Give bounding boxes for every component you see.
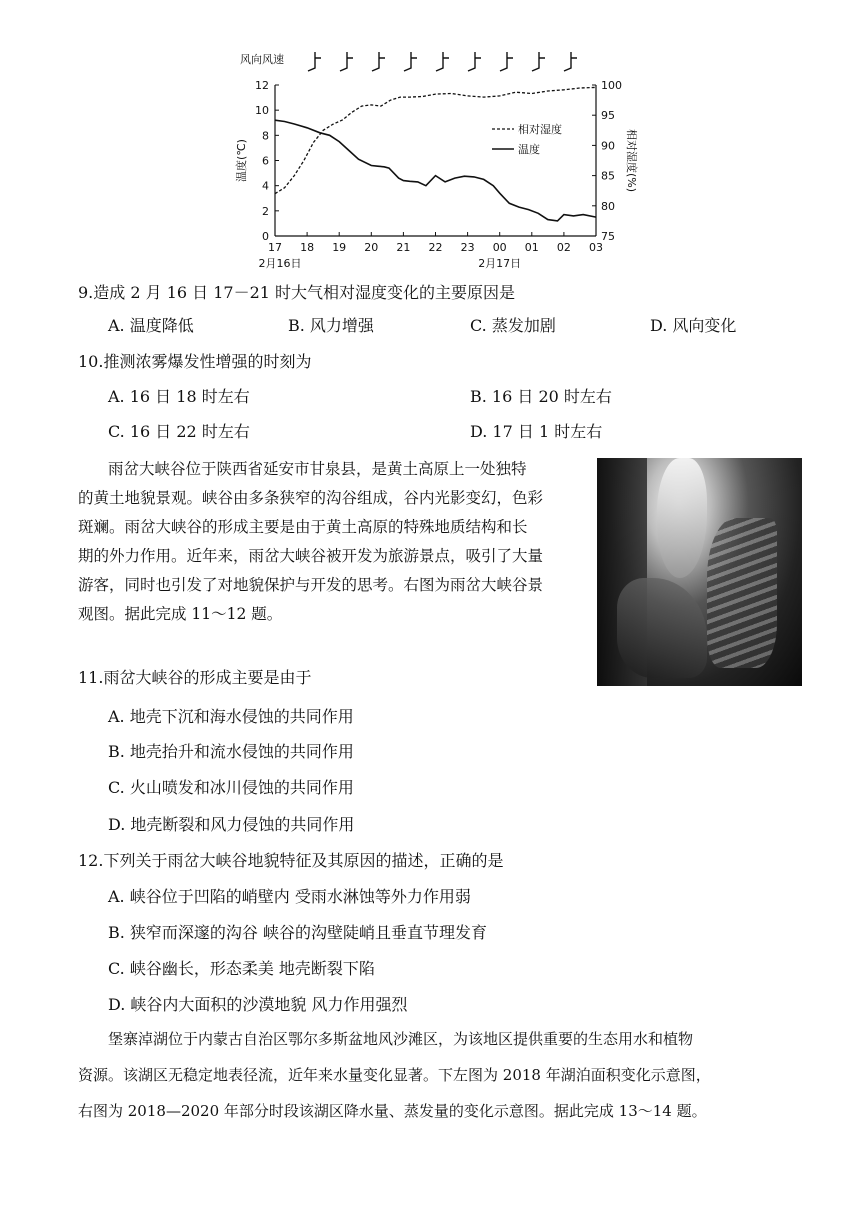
question-10-stem: 10.推测浓雾爆发性增强的时刻为 xyxy=(78,352,312,371)
left-axis-label: 温度(℃) xyxy=(235,139,248,182)
weather-chart-svg xyxy=(230,40,638,280)
q12-option-b[interactable]: B. 狭窄而深邃的沟谷 峡谷的沟壁陡峭且垂直节理发育 xyxy=(108,923,488,942)
passage-1-line: 的黄土地貌景观。峡谷由多条狭窄的沟谷组成，谷内光影变幻，色彩 xyxy=(78,489,544,507)
x-tick-label: 18 xyxy=(300,241,315,254)
canyon-photo xyxy=(597,458,802,686)
wind-barb-icon xyxy=(340,52,353,71)
x-tick-label: 00 xyxy=(492,241,507,254)
q12-option-d[interactable]: D. 峡谷内大面积的沙漠地貌 风力作用强烈 xyxy=(108,995,408,1014)
x-tick-label: 03 xyxy=(589,241,603,254)
q10-option-c[interactable]: C. 16 日 22 时左右 xyxy=(108,422,250,441)
q10-option-b[interactable]: B. 16 日 20 时左右 xyxy=(470,387,612,406)
right-axis-label: 相对湿度(%) xyxy=(625,128,638,193)
wind-label: 风向风速 xyxy=(240,53,284,66)
left-tick-label: 10 xyxy=(255,104,269,118)
q12-option-c[interactable]: C. 峡谷幽长，形态柔美 地壳断裂下陷 xyxy=(108,959,375,978)
x-tick-label: 01 xyxy=(524,241,539,254)
left-tick-label: 0 xyxy=(262,230,269,243)
x-tick-label: 22 xyxy=(428,241,443,254)
q10-option-a[interactable]: A. 16 日 18 时左右 xyxy=(108,387,250,406)
legend-humidity-label: 相对湿度 xyxy=(518,123,562,136)
weather-chart xyxy=(230,40,638,280)
x-tick-label: 20 xyxy=(364,241,379,254)
date-label-right: 2月17日 xyxy=(478,257,522,270)
right-tick-label: 85 xyxy=(601,169,615,183)
question-11-stem: 11.雨岔大峡谷的形成主要是由于 xyxy=(78,668,312,687)
wind-barb-icon xyxy=(532,52,545,71)
right-tick-label: 90 xyxy=(601,139,615,153)
right-tick-label: 75 xyxy=(601,230,615,243)
q11-option-a[interactable]: A. 地壳下沉和海水侵蚀的共同作用 xyxy=(108,707,354,726)
q11-option-d[interactable]: D. 地壳断裂和风力侵蚀的共同作用 xyxy=(108,815,355,834)
passage-1-line: 观图。据此完成 11～12 题。 xyxy=(78,605,283,623)
passage-1-line: 雨岔大峡谷位于陕西省延安市甘泉县，是黄土高原上一处独特 xyxy=(108,460,527,478)
q11-option-b[interactable]: B. 地壳抬升和流水侵蚀的共同作用 xyxy=(108,742,354,761)
x-tick-label: 21 xyxy=(396,241,411,254)
wind-barb-icon xyxy=(372,52,385,71)
passage-1-line: 期的外力作用。近年来，雨岔大峡谷被开发为旅游景点，吸引了大量 xyxy=(78,547,544,565)
passage-2-line: 资源。该湖区无稳定地表径流，近年来水量变化显著。下左图为 2018 年湖泊面积变化示意图， xyxy=(78,1066,711,1084)
q10-option-d[interactable]: D. 17 日 1 时左右 xyxy=(470,422,603,441)
x-tick-label: 17 xyxy=(268,241,282,254)
passage-2-line: 右图为 2018—2020 年部分时段该湖区降水量、蒸发量的变化示意图。据此完成 13～14 题。 xyxy=(78,1102,707,1120)
question-9-stem: 9.造成 2 月 16 日 17－21 时大气相对湿度变化的主要原因是 xyxy=(78,283,516,302)
right-tick-label: 80 xyxy=(601,199,615,213)
x-tick-label: 02 xyxy=(556,241,571,254)
left-tick-label: 6 xyxy=(262,154,269,168)
x-tick-label: 23 xyxy=(460,241,475,254)
wind-barb-icon xyxy=(404,52,417,71)
q9-option-c[interactable]: C. 蒸发加剧 xyxy=(470,316,556,335)
wind-barb-icon xyxy=(436,52,449,71)
passage-2-line: 堡寨淖湖位于内蒙古自治区鄂尔多斯盆地风沙滩区，为该地区提供重要的生态用水和植物 xyxy=(108,1030,694,1048)
q11-option-c[interactable]: C. 火山喷发和冰川侵蚀的共同作用 xyxy=(108,778,354,797)
wind-barb-icon xyxy=(500,52,513,71)
legend-temperature-label: 温度 xyxy=(518,143,540,156)
left-tick-label: 4 xyxy=(262,179,269,193)
wind-barb-icon xyxy=(468,52,481,71)
passage-1-line: 斑斓。雨岔大峡谷的形成主要是由于黄土高原的特殊地质结构和长 xyxy=(78,518,528,536)
right-tick-label: 95 xyxy=(601,109,615,123)
x-tick-label: 19 xyxy=(332,241,347,254)
left-tick-label: 12 xyxy=(255,79,269,92)
right-tick-label: 100 xyxy=(601,79,622,92)
wind-barb-icon xyxy=(564,52,577,71)
q9-option-a[interactable]: A. 温度降低 xyxy=(108,316,194,335)
date-label-left: 2月16日 xyxy=(258,257,302,270)
q12-option-a[interactable]: A. 峡谷位于凹陷的峭壁内 受雨水淋蚀等外力作用弱 xyxy=(108,887,471,906)
left-tick-label: 2 xyxy=(262,204,269,218)
left-tick-label: 8 xyxy=(262,129,269,143)
q9-option-b[interactable]: B. 风力增强 xyxy=(288,316,374,335)
question-12-stem: 12.下列关于雨岔大峡谷地貌特征及其原因的描述，正确的是 xyxy=(78,851,504,870)
humidity-line xyxy=(275,87,596,193)
q9-option-d[interactable]: D. 风向变化 xyxy=(650,316,737,335)
wind-barb-icon xyxy=(308,52,321,71)
passage-1-line: 游客，同时也引发了对地貌保护与开发的思考。右图为雨岔大峡谷景 xyxy=(78,576,544,594)
